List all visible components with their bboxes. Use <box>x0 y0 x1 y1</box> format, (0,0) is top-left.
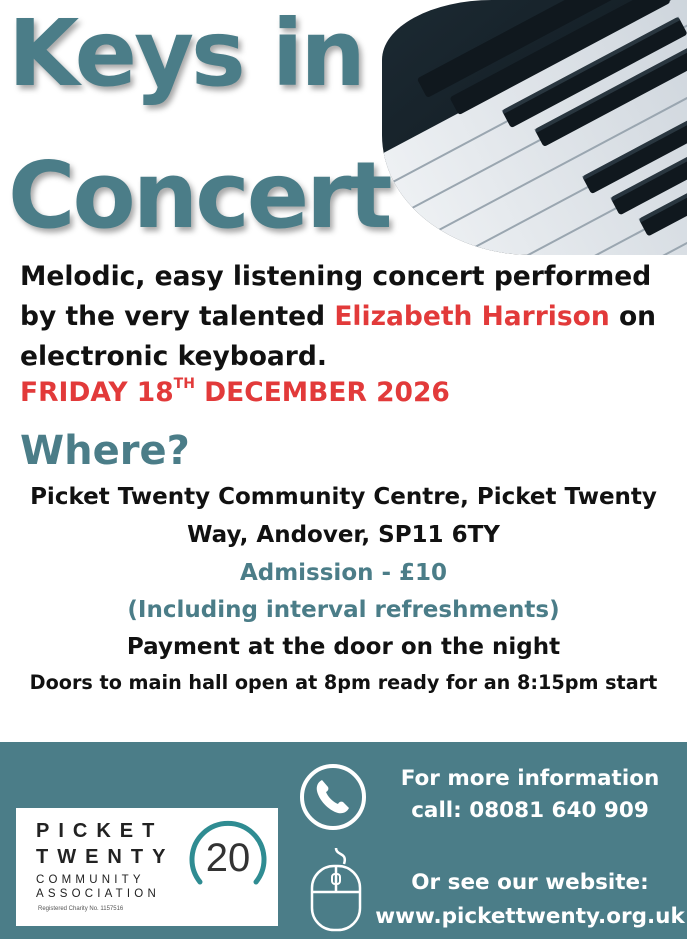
title-line-1: Keys in <box>8 0 363 107</box>
logo-charity-number: Registered Charity No. 1157516 <box>38 906 124 912</box>
refreshments-note: (Including interval refreshments) <box>127 597 560 623</box>
mouse-icon <box>308 844 364 934</box>
date-suffix: TH <box>173 376 195 392</box>
website-url[interactable]: www.pickettwenty.org.uk <box>375 904 685 929</box>
event-date <box>20 376 450 408</box>
logo-line-4: ASSOCIATION <box>36 888 160 900</box>
address-line-1: Picket Twenty Community Centre, Picket Twenty <box>30 484 657 510</box>
community-association-logo <box>16 808 278 926</box>
admission-price: Admission - £10 <box>239 560 448 586</box>
where-heading: Where? <box>20 428 190 474</box>
website-label: Or see our website: <box>411 870 649 895</box>
info-phone: call: 08081 640 909 <box>411 798 649 823</box>
logo-number: 20 <box>205 836 251 880</box>
intro-part-1: Melodic, easy listening concert performed by the very talented <box>20 261 652 332</box>
piano-keys-image <box>382 0 687 255</box>
address-line-2: Way, Andover, SP11 6TY <box>187 522 500 548</box>
intro-text <box>20 257 680 377</box>
logo-line-1: PICKET <box>36 820 164 842</box>
title-line-2: Concert <box>8 142 390 249</box>
payment-note: Payment at the door on the night <box>126 634 561 660</box>
phone-icon <box>298 762 368 832</box>
date-rest: DECEMBER 2026 <box>194 377 450 408</box>
logo-line-3: COMMUNITY <box>36 874 145 886</box>
intro-part-2: on electronic keyboard. <box>20 301 657 372</box>
logo-line-2: TWENTY <box>36 846 175 868</box>
info-line-1: For more information <box>400 766 660 791</box>
doors-note: Doors to main hall open at 8pm ready for an 8:15pm start <box>29 671 658 694</box>
date-day: FRIDAY 18 <box>20 377 174 408</box>
performer-name: Elizabeth Harrison <box>334 301 610 332</box>
footer <box>0 742 687 939</box>
